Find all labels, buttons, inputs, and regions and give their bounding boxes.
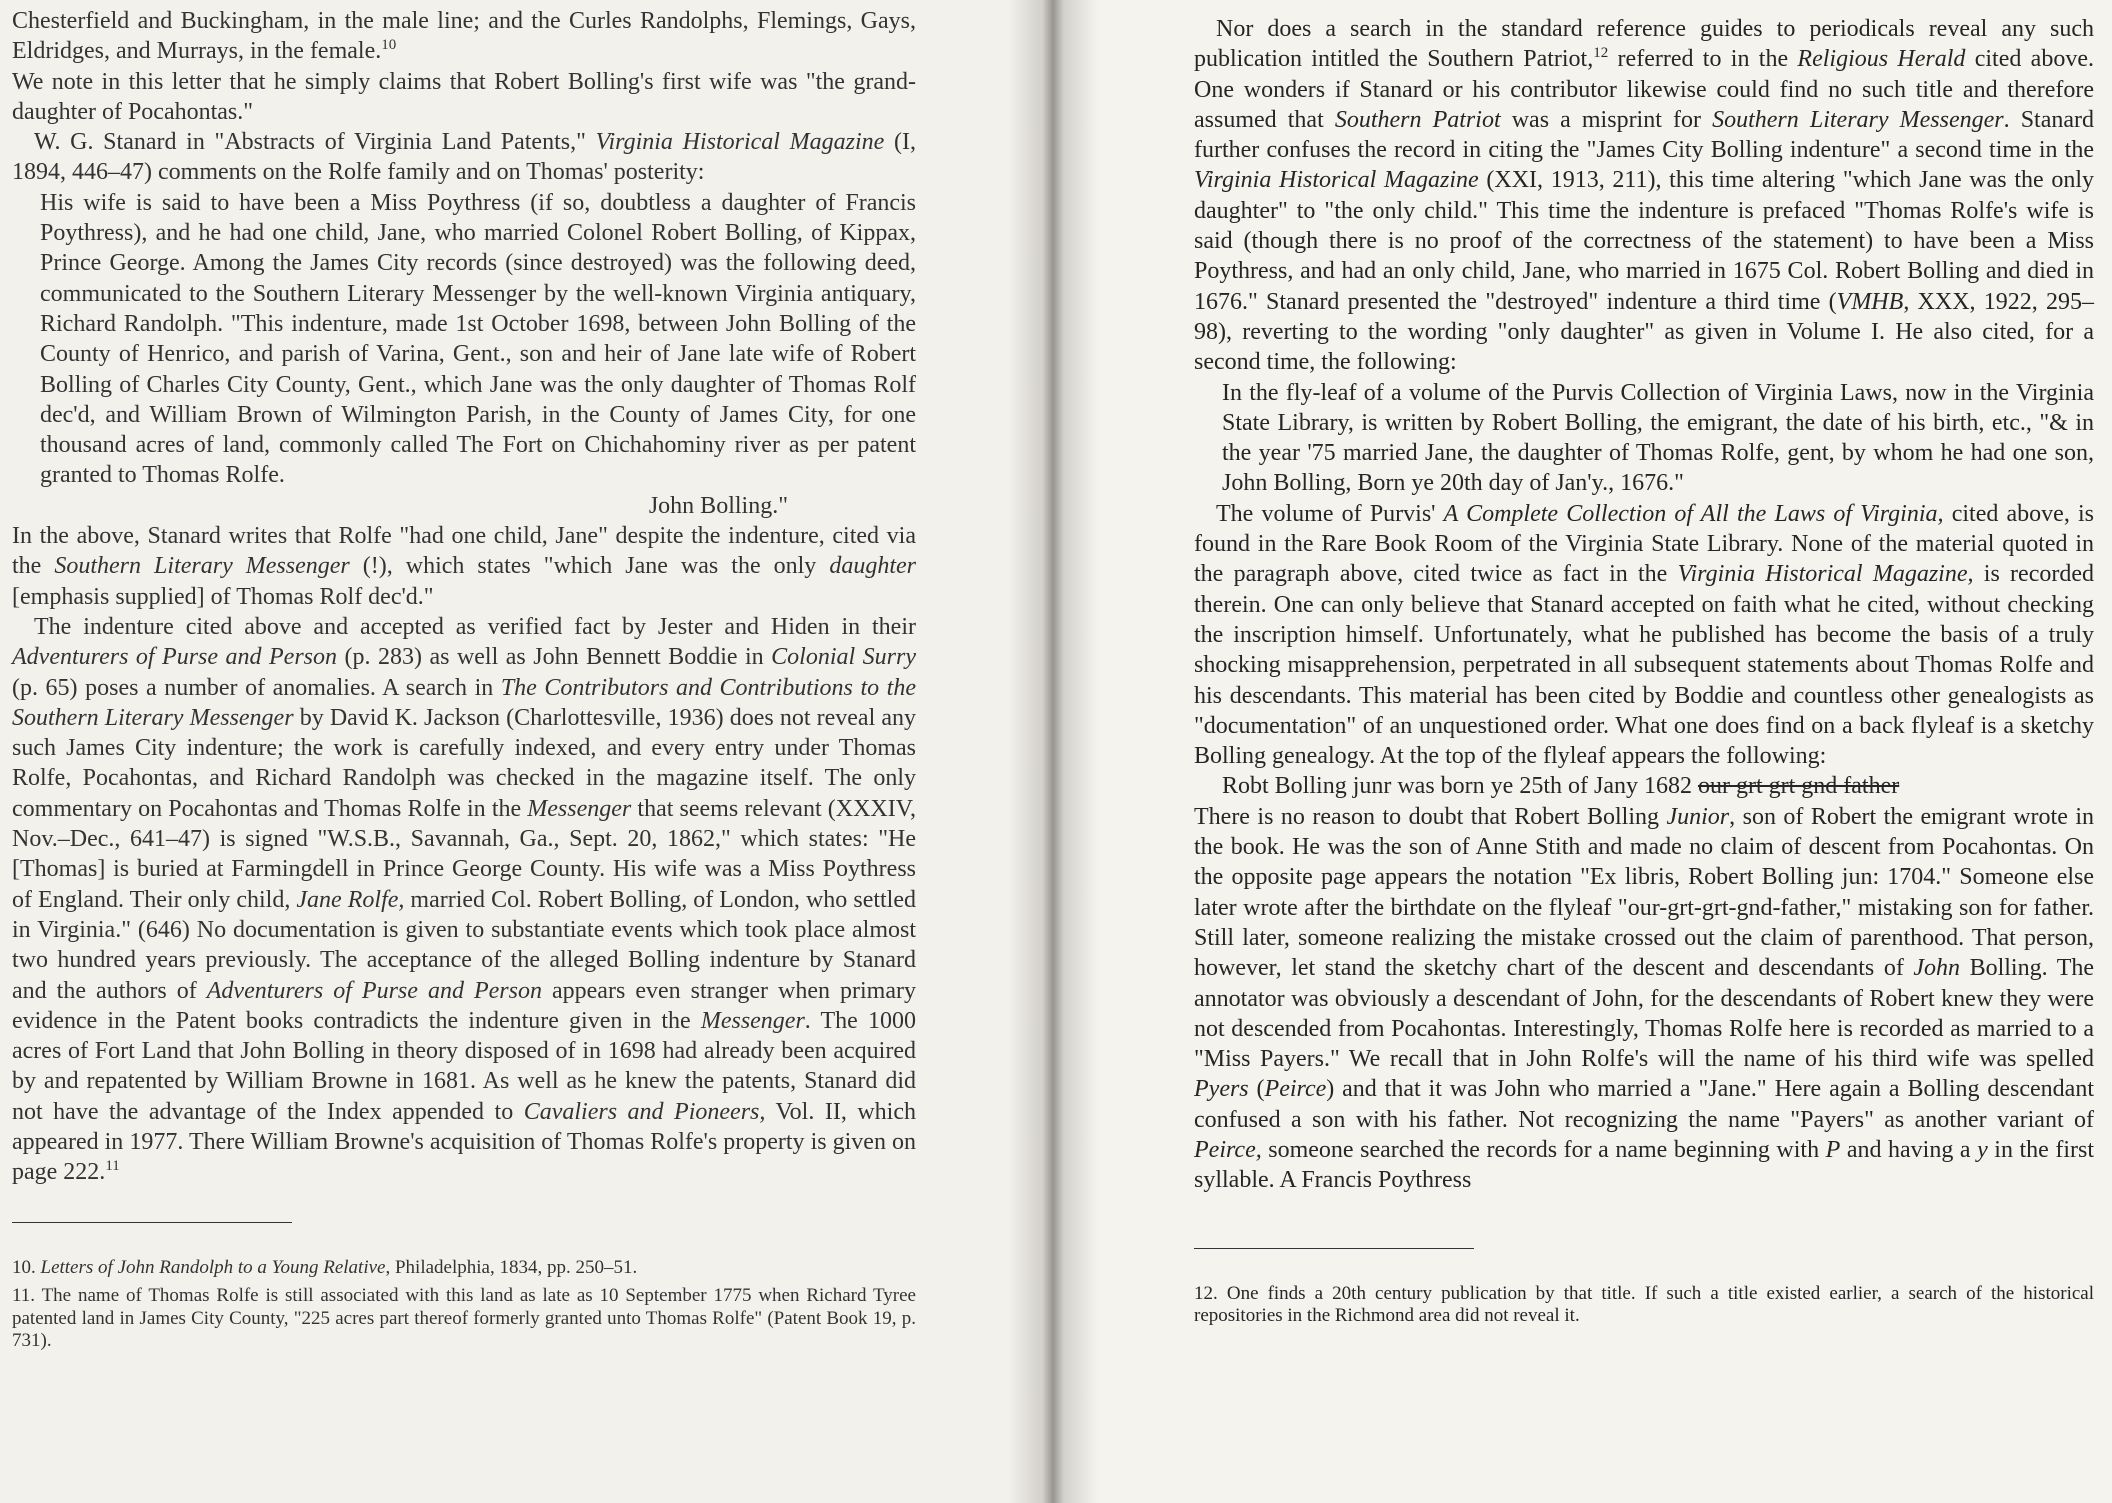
paragraph-indenture-anomalies: The indenture cited above and accepted as verified fact by Jester and Hiden in their Adventurers of Purse and Person (p. 283) as well as John Bennett Boddie in Colonial Surry (p. 65) poses a number of anomalies. A search in The Contributors and Contributions to the Southern Literary Messenger by David K. Jackson (Charlottesville, 1936) does not reveal any such James City indenture; the work is carefully indexed, and every entry under Thomas Rolfe, Pocahontas, and Richard Randolph was checked in the magazine itself. The only commentary on Pocahontas and Thomas Rolfe in the Messenger that seems relevant (XXXIV, Nov.–Dec., 641–47) is signed "W.S.B., Savannah, Ga., Sept. 20, 1862," which states: "He [Thomas] is buried at Farmingdell in Prince George County. His wife was a Miss Poythress of England. Their only child, Jane Rolfe, married Col. Robert Bolling, of London, who settled in Virginia." (646) No documentation is given to substantiate events which took place almost two hundred years previously. The acceptance of the alleged Bolling indenture by Stanard and the authors of Adventurers of Purse and Person appears even stranger when primary evidence in the Patent books contradicts the indenture given in the Messenger. The 1000 acres of Fort Land that John Bolling in theory disposed of in 1698 had already been acquired by and repatented by William Browne in 1681. As well as he knew the patents, Stanard did not have the advantage of the Index appended to Cavaliers and Pioneers, Vol. II, which appeared in 1977. There William Browne's acquisition of Thomas Rolfe's property is given on page 222.11 [12,613,917,1186]
footnote-ref-12: 12 [1593,45,1609,62]
right-page [1040,0,2112,1503]
footnote-ref-10: 10 [381,37,397,54]
paragraph-bolling-junior: There is no reason to doubt that Robert Bolling Junior, son of Robert the emigrant wrote in the book. He was the son of Anne Stith and made no claim of descent from Pocahontas. On the opposite page appears the notation "Ex libris, Robert Bolling jun: 1704." Someone else later wrote after the birthdate on the flyleaf "our-grt-grt-gnd-father," mistaking son for father. Still later, someone realizing the mistake crossed out the claim of parenthood. That person, however, let stand the sketchy chart of the descent and descendants of John Bolling. The annotator was obviously a descendant of John, for the descendants of Robert knew they were not descended from Pocahontas. Interestingly, Thomas Rolfe here is recorded as married to a "Miss Payers." We recall that in John Rolfe's will the name of his third wife was spelled Pyers (Peirce) and that it was John who married a "Jane." Here again a Bolling descendant confused a son with his father. Not recognizing the name "Payers" as another variant of Peirce, someone searched the records for a name beginning with P and having a y in the first syllable. A Francis Poythress [1194,803,2095,1194]
paragraph-stanard-writes: In the above, Stanard writes that Rolfe "had one child, Jane" despite the indenture, cited via the Southern Literary Messenger (!), which states "which Jane was the only daughter [emphasis supplied] of Thomas Rolf dec'd." [12,523,917,610]
paragraph-continuation: Chesterfield and Buckingham, in the male line; and the Curles Randolphs, Flemings, Gays, Eldridges, and Murrays, in the female.$^{10}$ [12,8,916,65]
paragraph-southern-patriot: Nor does a search in the standard reference guides to periodicals reveal any such publication intitled the Southern Patriot,$^{12}$ referred to in the Religious Herald cited above. One wonders if Stanard or his contributor likewise could find no such title and therefore assumed that Southern Patriot was a misprint for Southern Literary Messenger. Stanard further confuses the record in citing the "James City Bolling indenture" a second time in the Virginia Historical Magazine (XXI, 1913, 211), this time altering "which Jane was the only daughter" to "the only child." This time the indenture is prefaced "Thomas Rolfe's wife is said (though there is no proof of the correctness of the statement) to have been a Miss Poythress, and had an only child, Jane, who married in 1675 Col. Robert Bolling and died in 1676." Stanard presented the "destroyed" indenture a third time (VMHB, XXX, 1922, 295–98), reverting to the wording "only daughter" as given in Volume I. He also cited, for a second time, the following: [1194,16,2095,376]
blockquote-purvis-flyleaf: In the fly-leaf of a volume of the Purvis Collection of Virginia Laws, now in the Virginia State Library, is written by Robert Bolling, the emigrant, the date of his birth, etc., "& in the year '75 married Jane, the daughter of Thomas Rolfe, gent, by whom he had one son, John Bolling, Born ye 20th day of Jan'y., 1676." [1222,379,2094,497]
footnote-11: 11. The name of Thomas Rolfe is still associated with this land as late as 10 September 1775 when Richard Tyree patented land in James City County, "225 acres part thereof formerly granted unto Thomas Rolfe" (Patent Book 19, p. 731). [12,1285,916,1352]
paragraph-letter-note: We note in this letter that he simply claims that Robert Bolling's first wife was "the grand-daughter of Pocahontas." [12,68,916,125]
quote-signature: John Bolling." [648,492,788,519]
footnote-ref-11: 11 [105,1158,120,1175]
footnote-12: 12. One finds a 20th century publication by that title. If such a title existed earlier, a search of the historical repositories in the Richmond area did not reveal it. [1194,1282,2095,1327]
paragraph-stanard-abstracts: W. G. Stanard in "Abstracts of Virginia Land Patents," Virginia Historical Magazine (I, 1894, 446–47) comments on the Rolfe family and on Thomas' posterity: [12,129,916,186]
blockquote-flyleaf-entry: Robt Bolling junr was born ye 25th of Jany 1682 our grt grt gnd father [1222,773,1900,800]
book-gutter [1008,0,1098,1503]
footnote-divider [1194,1248,1474,1249]
footnote-divider [12,1222,292,1223]
paragraph-purvis-volume: The volume of Purvis' A Complete Collection of All the Laws of Virginia, cited above, is found in the Rare Book Room of the Virginia State Library. None of the material quoted in the paragraph above, cited twice as fact in the Virginia Historical Magazine, is recorded therein. One can only believe that Stanard accepted on faith what he cited, without checking the inscription himself. Unfortunately, what he published has become the basis of a truly shocking misapprehension, perpetrated in all subsequent statements about Thomas Rolfe and his descendants. This material has been cited by Boddie and countless other genealogists as "documentation" of an unquestioned order. What one does find on a back flyleaf is a sketchy Bolling genealogy. At the top of the flyleaf appears the following: [1194,500,2095,770]
struck-text: our grt grt gnd father [1697,773,1900,800]
left-page [0,0,1040,1503]
footnote-10: 10. Letters of John Randolph to a Young Relative, Philadelphia, 1834, pp. 250–51. [12,1256,638,1278]
blockquote-stanard-deed: His wife is said to have been a Miss Poythress (if so, doubtless a daughter of Francis Poythress), and he had one child, Jane, who married Colonel Robert Bolling, of Kippax, Prince George. Among the James City records (since destroyed) was the following deed, communicated to the Southern Literary Messenger by the well-known Virginia antiquary, Richard Randolph. "This indenture, made 1st October 1698, between John Bolling of the County of Henrico, and parish of Varina, Gent., son and heir of Jane late wife of Robert Bolling of Charles City County, Gent., which Jane was the only daughter of Thomas Rolf dec'd, and William Brown of Wilmington Parish, in the County of James City, for one thousand acres of land, commonly called The Fort on Chichahominy river as per patent granted to Thomas Rolfe. [40,189,916,489]
